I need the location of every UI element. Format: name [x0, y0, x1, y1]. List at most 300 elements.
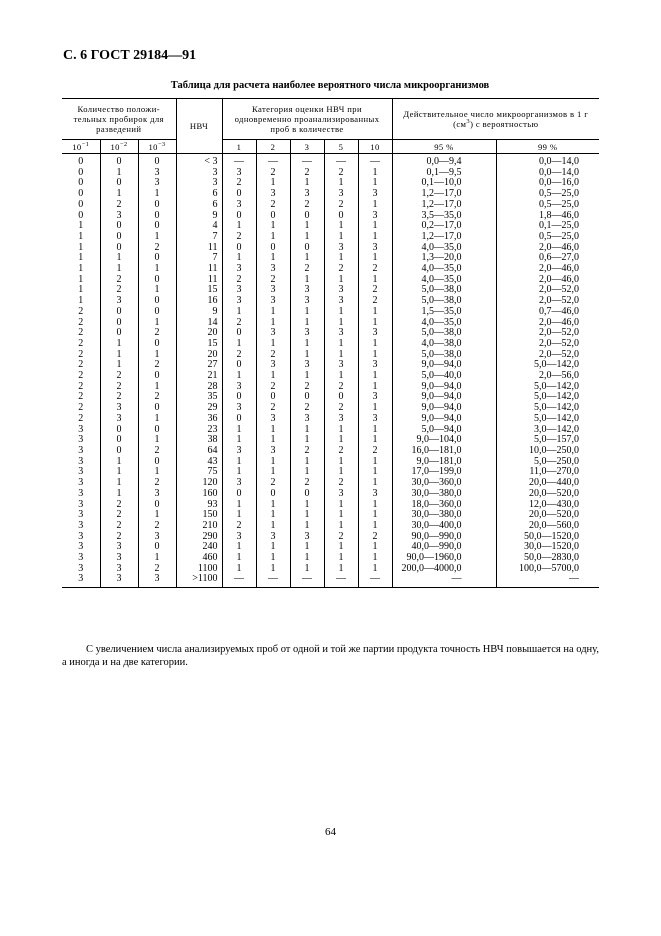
- cell-dil-3: 3: [138, 168, 176, 179]
- cell-cat-3: 1: [290, 339, 324, 350]
- cell-cat-3: 3: [290, 532, 324, 543]
- header-prob-95: 95 %: [392, 140, 496, 154]
- cell-ci-95: 5,0—38,0: [392, 285, 496, 296]
- cell-ci-95: 5,0—38,0: [392, 328, 496, 339]
- cell-dil-3: 0: [138, 296, 176, 307]
- header-cat-1: 1: [222, 140, 256, 154]
- cell-cat-2: 1: [256, 467, 290, 478]
- cell-cat-3: 3: [290, 296, 324, 307]
- cell-dil-3: 1: [138, 189, 176, 200]
- cell-nvch: 460: [176, 553, 222, 564]
- cell-cat-5: 1: [324, 221, 358, 232]
- cell-cat-1: 0: [222, 189, 256, 200]
- cell-cat-2: 2: [256, 350, 290, 361]
- cell-nvch: 11: [176, 275, 222, 286]
- cell-dil-3: 3: [138, 532, 176, 543]
- cell-dil-1: 2: [78, 359, 84, 371]
- cell-cat-1: 1: [222, 435, 256, 446]
- cell-cat-10: 3: [358, 189, 392, 200]
- table-row: [62, 392, 599, 403]
- dilution-exp: −1: [81, 140, 90, 148]
- table-title: Таблица для расчета наиболее вероятного числа микроорганизмов: [170, 80, 490, 91]
- cell-ci-99: 20,0—440,0: [496, 478, 599, 489]
- cell-cat-2: 3: [256, 264, 290, 275]
- cell-cat-3: 1: [290, 435, 324, 446]
- cell-cat-3: 3: [290, 328, 324, 339]
- cell-cat-10: 1: [358, 221, 392, 232]
- cell-dil-2: 2: [100, 521, 138, 532]
- cell-dil-2: 1: [100, 457, 138, 468]
- cell-cat-5: 1: [324, 339, 358, 350]
- cell-cat-1: 1: [222, 307, 256, 318]
- cell-cat-10: 3: [358, 328, 392, 339]
- table-row: [62, 339, 599, 350]
- cell-nvch: 38: [176, 435, 222, 446]
- cell-cat-1: 3: [222, 264, 256, 275]
- cell-ci-99: 2,0—46,0: [496, 275, 599, 286]
- cell-cat-3: 1: [290, 253, 324, 264]
- cell-cat-2: 2: [256, 382, 290, 393]
- cell-dil-1: 2: [78, 337, 84, 349]
- cell-cat-3: 1: [290, 350, 324, 361]
- cell-ci-95: 40,0—990,0: [392, 542, 496, 553]
- cell-dil-1: 2: [78, 391, 84, 403]
- cell-cat-2: 2: [256, 403, 290, 414]
- cell-dil-3: 3: [138, 574, 176, 587]
- cell-cat-10: 1: [358, 467, 392, 478]
- cell-ci-99: 2,0—56,0: [496, 371, 599, 382]
- cell-ci-95: 90,0—1960,0: [392, 553, 496, 564]
- cell-nvch: 15: [176, 339, 222, 350]
- cell-dil-2: 2: [100, 500, 138, 511]
- cell-dil-2: 3: [100, 564, 138, 575]
- cell-ci-95: 3,5—35,0: [392, 211, 496, 222]
- cell-ci-99: 2,0—52,0: [496, 350, 599, 361]
- table-row: [62, 510, 599, 521]
- cell-cat-5: 2: [324, 446, 358, 457]
- cell-cat-1: 0: [222, 211, 256, 222]
- cell-dil-3: 1: [138, 264, 176, 275]
- cell-cat-2: 3: [256, 296, 290, 307]
- header-cat-10: 10: [358, 140, 392, 154]
- cell-cat-3: 3: [290, 285, 324, 296]
- cell-cat-2: 2: [256, 478, 290, 489]
- table-row: [62, 521, 599, 532]
- cell-cat-5: 1: [324, 467, 358, 478]
- cell-ci-95: 9,0—181,0: [392, 457, 496, 468]
- cell-cat-3: 3: [290, 414, 324, 425]
- cell-cat-1: 0: [222, 328, 256, 339]
- table-row: [62, 467, 599, 478]
- cell-cat-3: 1: [290, 371, 324, 382]
- cell-cat-2: 1: [256, 457, 290, 468]
- cell-dil-3: 0: [138, 221, 176, 232]
- cell-ci-95: 1,2—17,0: [392, 189, 496, 200]
- header-actual-suffix: ) с вероятностью: [470, 119, 539, 129]
- header-cat-3: 3: [290, 140, 324, 154]
- dilution-base: 10: [148, 141, 158, 152]
- cell-cat-5: 3: [324, 360, 358, 371]
- cell-dil-1: 3: [78, 541, 84, 553]
- cell-nvch: 11: [176, 264, 222, 275]
- cell-cat-5: 1: [324, 425, 358, 436]
- cell-cat-5: 1: [324, 232, 358, 243]
- cell-cat-1: 0: [222, 392, 256, 403]
- cell-dil-1: 1: [78, 220, 84, 232]
- cell-cat-2: 3: [256, 360, 290, 371]
- cell-nvch: 11: [176, 243, 222, 254]
- cell-cat-5: 3: [324, 296, 358, 307]
- cell-cat-1: 3: [222, 168, 256, 179]
- table-row: [62, 307, 599, 318]
- cell-ci-95: 4,0—35,0: [392, 243, 496, 254]
- cell-cat-3: 1: [290, 521, 324, 532]
- cell-cat-10: —: [358, 574, 392, 587]
- table-row: [62, 532, 599, 543]
- cell-cat-2: 3: [256, 446, 290, 457]
- cell-nvch: 15: [176, 285, 222, 296]
- cell-cat-3: 1: [290, 510, 324, 521]
- cell-dil-3: 2: [138, 478, 176, 489]
- cell-dil-2: 3: [100, 574, 138, 587]
- header-dilution-2: [100, 140, 138, 154]
- cell-cat-3: 2: [290, 478, 324, 489]
- table-row: [62, 275, 599, 286]
- cell-ci-99: 5,0—142,0: [496, 414, 599, 425]
- page-number: 64: [325, 826, 336, 838]
- cell-cat-10: 3: [358, 243, 392, 254]
- cell-cat-10: 1: [358, 521, 392, 532]
- cell-dil-2: 2: [100, 371, 138, 382]
- cell-ci-99: 0,5—25,0: [496, 189, 599, 200]
- cell-dil-1: 1: [78, 263, 84, 275]
- table-row: [62, 574, 599, 587]
- cell-dil-1: 2: [78, 316, 84, 328]
- cell-dil-3: 1: [138, 232, 176, 243]
- cell-cat-1: —: [222, 154, 256, 168]
- cell-cat-3: 1: [290, 307, 324, 318]
- cell-cat-2: 1: [256, 564, 290, 575]
- cell-cat-5: 1: [324, 435, 358, 446]
- cell-dil-1: 1: [78, 252, 84, 264]
- cell-cat-1: 1: [222, 221, 256, 232]
- cell-nvch: 28: [176, 382, 222, 393]
- cell-dil-3: 0: [138, 275, 176, 286]
- cell-dil-1: 2: [78, 380, 84, 392]
- cell-cat-2: 1: [256, 178, 290, 189]
- cell-dil-1: 0: [78, 198, 84, 210]
- cell-ci-99: 11,0—270,0: [496, 467, 599, 478]
- cell-dil-3: 0: [138, 307, 176, 318]
- cell-cat-2: 1: [256, 510, 290, 521]
- cell-dil-2: 1: [100, 168, 138, 179]
- cell-cat-2: 1: [256, 542, 290, 553]
- cell-cat-5: 2: [324, 478, 358, 489]
- cell-cat-5: 3: [324, 189, 358, 200]
- cell-cat-5: 3: [324, 328, 358, 339]
- cell-dil-2: 0: [100, 328, 138, 339]
- cell-cat-5: 3: [324, 414, 358, 425]
- cell-ci-95: 16,0—181,0: [392, 446, 496, 457]
- cell-cat-5: —: [324, 574, 358, 587]
- cell-dil-2: 1: [100, 339, 138, 350]
- cell-ci-95: 200,0—4000,0: [392, 564, 496, 575]
- cell-cat-1: 1: [222, 425, 256, 436]
- cell-cat-5: 1: [324, 275, 358, 286]
- table-row: [62, 478, 599, 489]
- cell-dil-1: 2: [78, 370, 84, 382]
- cell-cat-3: 1: [290, 275, 324, 286]
- cell-cat-3: 2: [290, 168, 324, 179]
- cell-nvch: 7: [176, 253, 222, 264]
- cell-nvch: 9: [176, 307, 222, 318]
- cell-dil-3: 2: [138, 521, 176, 532]
- cell-dil-1: 3: [78, 509, 84, 521]
- cell-cat-3: 1: [290, 553, 324, 564]
- cell-ci-99: 5,0—250,0: [496, 457, 599, 468]
- cell-dil-2: 1: [100, 360, 138, 371]
- cell-cat-5: 2: [324, 200, 358, 211]
- cell-ci-95: 0,1—10,0: [392, 178, 496, 189]
- cell-ci-99: 1,8—46,0: [496, 211, 599, 222]
- header-cat-5: 5: [324, 140, 358, 154]
- dilution-base: 10: [72, 141, 82, 152]
- cell-ci-99: 5,0—142,0: [496, 360, 599, 371]
- table-row: [62, 285, 599, 296]
- cell-ci-99: 20,0—520,0: [496, 510, 599, 521]
- cell-dil-1: 3: [78, 487, 84, 499]
- cell-ci-95: 9,0—94,0: [392, 392, 496, 403]
- cell-cat-10: 3: [358, 211, 392, 222]
- cell-dil-1: 3: [78, 519, 84, 531]
- cell-cat-2: 1: [256, 521, 290, 532]
- cell-cat-3: 2: [290, 382, 324, 393]
- cell-cat-2: 1: [256, 318, 290, 329]
- cell-ci-95: 18,0—360,0: [392, 500, 496, 511]
- table-row: [62, 264, 599, 275]
- cell-cat-3: 3: [290, 360, 324, 371]
- cell-ci-99: 30,0—1520,0: [496, 542, 599, 553]
- cell-ci-99: 50,0—2830,0: [496, 553, 599, 564]
- cell-cat-2: 0: [256, 392, 290, 403]
- cell-dil-3: 0: [138, 542, 176, 553]
- cell-cat-5: 2: [324, 382, 358, 393]
- table-row: [62, 318, 599, 329]
- header-nvch: НВЧ: [176, 99, 222, 154]
- cell-cat-2: 2: [256, 200, 290, 211]
- cell-nvch: 7: [176, 232, 222, 243]
- cell-ci-95: 1,2—17,0: [392, 200, 496, 211]
- header-category: Категория оценки НВЧ при одновременно проанализированных проб в количестве: [222, 99, 392, 140]
- cell-dil-2: 1: [100, 489, 138, 500]
- table-row: [62, 425, 599, 436]
- cell-cat-1: 1: [222, 467, 256, 478]
- cell-nvch: 29: [176, 403, 222, 414]
- cell-cat-10: 1: [358, 510, 392, 521]
- dilution-base: 10: [110, 141, 120, 152]
- cell-dil-1: 1: [78, 230, 84, 242]
- cell-ci-99: 0,1—25,0: [496, 221, 599, 232]
- cell-cat-10: 1: [358, 553, 392, 564]
- cell-ci-95: 9,0—94,0: [392, 414, 496, 425]
- cell-nvch: 4: [176, 221, 222, 232]
- cell-dil-3: 1: [138, 510, 176, 521]
- cell-cat-5: 1: [324, 350, 358, 361]
- cell-dil-2: 2: [100, 285, 138, 296]
- dilution-exp: −2: [119, 140, 128, 148]
- cell-cat-3: 1: [290, 467, 324, 478]
- page-header: С. 6 ГОСТ 29184—91: [63, 48, 197, 63]
- cell-dil-1: 3: [78, 498, 84, 510]
- cell-dil-2: 0: [100, 446, 138, 457]
- cell-cat-10: 1: [358, 253, 392, 264]
- cell-cat-1: 3: [222, 296, 256, 307]
- cell-ci-95: 0,1—9,5: [392, 168, 496, 179]
- cell-cat-5: 0: [324, 392, 358, 403]
- cell-cat-5: 1: [324, 318, 358, 329]
- cell-cat-2: —: [256, 574, 290, 587]
- cell-cat-1: 0: [222, 360, 256, 371]
- cell-nvch: 23: [176, 425, 222, 436]
- cell-cat-3: 2: [290, 264, 324, 275]
- cell-dil-3: 1: [138, 467, 176, 478]
- cell-cat-2: 1: [256, 371, 290, 382]
- cell-dil-1: 1: [78, 284, 84, 296]
- cell-ci-95: 5,0—40,0: [392, 371, 496, 382]
- cell-cat-10: 1: [358, 200, 392, 211]
- cell-cat-1: 1: [222, 510, 256, 521]
- cell-nvch: 9: [176, 211, 222, 222]
- cell-dil-2: 3: [100, 542, 138, 553]
- cell-cat-1: 3: [222, 532, 256, 543]
- cell-ci-99: 10,0—250,0: [496, 446, 599, 457]
- cell-nvch: >1100: [176, 574, 222, 587]
- cell-dil-1: 0: [78, 156, 84, 167]
- cell-dil-1: 3: [78, 562, 84, 574]
- cell-dil-3: 0: [138, 211, 176, 222]
- cell-dil-2: 0: [100, 307, 138, 318]
- cell-dil-2: 0: [100, 178, 138, 189]
- cell-cat-10: 2: [358, 285, 392, 296]
- cell-cat-5: 0: [324, 211, 358, 222]
- table-row: [62, 243, 599, 254]
- cell-cat-10: 1: [358, 435, 392, 446]
- cell-cat-2: 1: [256, 500, 290, 511]
- cell-cat-5: 3: [324, 243, 358, 254]
- cell-dil-2: 0: [100, 243, 138, 254]
- cell-ci-95: 0,2—17,0: [392, 221, 496, 232]
- cell-ci-99: 3,0—142,0: [496, 425, 599, 436]
- cell-nvch: 3: [176, 168, 222, 179]
- table-row: [62, 564, 599, 575]
- cell-dil-2: 3: [100, 414, 138, 425]
- cell-cat-1: 2: [222, 318, 256, 329]
- cell-dil-3: 2: [138, 446, 176, 457]
- cell-dil-2: 3: [100, 403, 138, 414]
- cell-dil-3: 0: [138, 457, 176, 468]
- cell-dil-3: 1: [138, 350, 176, 361]
- cell-ci-95: 30,0—380,0: [392, 489, 496, 500]
- cell-dil-1: 3: [78, 530, 84, 542]
- cell-cat-3: —: [290, 154, 324, 168]
- cell-ci-99: 2,0—52,0: [496, 339, 599, 350]
- cell-cat-3: 1: [290, 564, 324, 575]
- cell-cat-10: 1: [358, 318, 392, 329]
- cell-dil-2: 0: [100, 221, 138, 232]
- cell-ci-95: 9,0—94,0: [392, 403, 496, 414]
- cell-cat-2: 0: [256, 489, 290, 500]
- cell-dil-3: 0: [138, 500, 176, 511]
- cell-dil-2: 2: [100, 532, 138, 543]
- cell-dil-2: 1: [100, 350, 138, 361]
- cell-nvch: 64: [176, 446, 222, 457]
- cell-cat-1: 0: [222, 414, 256, 425]
- cell-cat-3: 1: [290, 457, 324, 468]
- cell-nvch: 6: [176, 200, 222, 211]
- cell-cat-10: 1: [358, 307, 392, 318]
- cell-dil-2: 2: [100, 382, 138, 393]
- header-row-sub: [62, 140, 599, 154]
- cell-dil-3: 2: [138, 392, 176, 403]
- cell-ci-99: 0,0—14,0: [496, 168, 599, 179]
- cell-cat-5: 1: [324, 457, 358, 468]
- cell-dil-3: 1: [138, 318, 176, 329]
- cell-dil-3: 0: [138, 425, 176, 436]
- cell-ci-95: 9,0—104,0: [392, 435, 496, 446]
- cell-ci-95: 4,0—35,0: [392, 275, 496, 286]
- cell-dil-2: 2: [100, 392, 138, 403]
- cell-dil-2: 1: [100, 264, 138, 275]
- cell-cat-10: 1: [358, 425, 392, 436]
- cell-ci-99: 5,0—142,0: [496, 403, 599, 414]
- cell-ci-99: 50,0—1520,0: [496, 532, 599, 543]
- cell-dil-1: 0: [78, 166, 84, 178]
- cell-cat-1: 2: [222, 275, 256, 286]
- cell-dil-3: 2: [138, 243, 176, 254]
- cell-ci-99: 20,0—560,0: [496, 521, 599, 532]
- cell-cat-3: 3: [290, 189, 324, 200]
- cell-cat-2: 3: [256, 285, 290, 296]
- cell-cat-1: 3: [222, 382, 256, 393]
- cell-dil-2: 0: [100, 318, 138, 329]
- cell-ci-95: 0,0—9,4: [392, 154, 496, 168]
- cell-ci-99: 20,0—520,0: [496, 489, 599, 500]
- cell-cat-1: 1: [222, 253, 256, 264]
- cell-cat-10: 1: [358, 382, 392, 393]
- cell-ci-95: 9,0—94,0: [392, 382, 496, 393]
- cell-cat-2: 1: [256, 339, 290, 350]
- cell-nvch: 290: [176, 532, 222, 543]
- cell-cat-3: 0: [290, 392, 324, 403]
- cell-nvch: 240: [176, 542, 222, 553]
- cell-cat-10: 1: [358, 232, 392, 243]
- table-row: [62, 457, 599, 468]
- cell-nvch: 3: [176, 178, 222, 189]
- cell-cat-2: 1: [256, 425, 290, 436]
- cell-cat-2: 1: [256, 221, 290, 232]
- header-actual-count: [392, 99, 599, 140]
- cell-cat-1: 3: [222, 478, 256, 489]
- cell-ci-99: 5,0—157,0: [496, 435, 599, 446]
- cell-dil-3: 0: [138, 154, 176, 168]
- cell-dil-3: 3: [138, 178, 176, 189]
- cell-cat-3: 2: [290, 403, 324, 414]
- cell-ci-99: 0,0—16,0: [496, 178, 599, 189]
- cell-cat-2: 1: [256, 553, 290, 564]
- cell-cat-2: 0: [256, 243, 290, 254]
- cell-ci-99: 2,0—52,0: [496, 328, 599, 339]
- cell-cat-10: 2: [358, 532, 392, 543]
